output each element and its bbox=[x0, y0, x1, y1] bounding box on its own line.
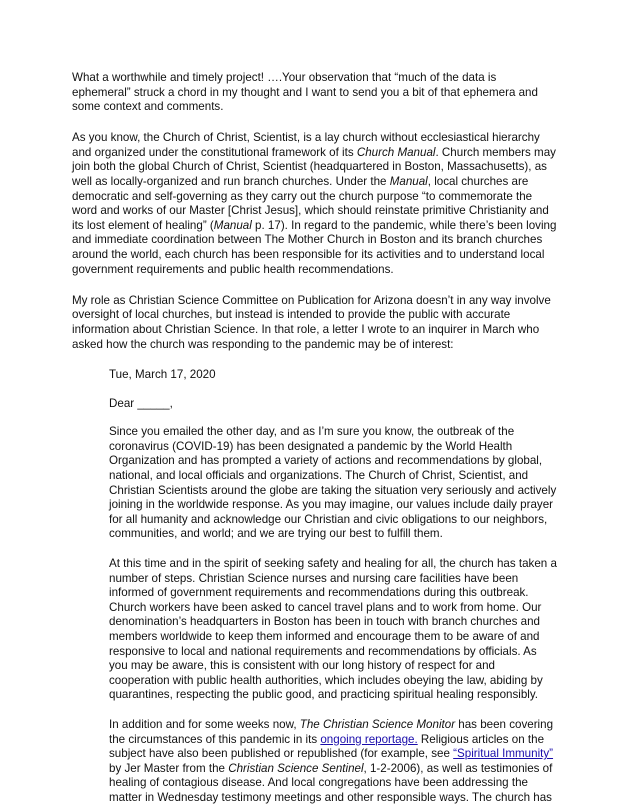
text-span: As you know, the Church of Christ, Scientist, is a lay church without ecclesiastical hierarchy and organized under the constitutional framework of its bbox=[72, 131, 540, 159]
text-span: In addition and for some weeks now, bbox=[109, 717, 300, 731]
church-structure-paragraph bbox=[72, 131, 558, 277]
intro-paragraph: What a worthwhile and timely project! ….Your observation that “much of the data is ephemeral” struck a chord in my thought and I want to send you a bit of that ephemera and some context and comments. bbox=[72, 71, 538, 114]
ongoing-reportage-link[interactable]: ongoing reportage. bbox=[320, 732, 418, 746]
text-span: , local churches are democratic and self-governing as they carry out the church purpose “to commemorate the word and works of our Master [Christ Jesus], which should reinstate primitive Christianity and its lost element of healing” ( bbox=[72, 175, 549, 232]
italic-span: Christian Science Sentinel bbox=[228, 761, 364, 775]
quoted-letter bbox=[109, 368, 558, 805]
italic-span: Manual bbox=[213, 218, 252, 232]
text-span: has been covering the circumstances of this pandemic in its bbox=[109, 717, 554, 746]
document-page bbox=[72, 71, 558, 806]
italic-span: Manual bbox=[389, 175, 428, 189]
italic-span: The Christian Science Monitor bbox=[299, 717, 456, 731]
text-span: by Jer Master from the bbox=[109, 761, 229, 775]
text-span: p. 17). In regard to the pandemic, while there’s been loving and immediate coordination between The Mother Church in Boston and its branch churches around the world, each church has been responsible for its activities and to understand local government requirements and public health recommendations. bbox=[72, 218, 557, 276]
role-paragraph: My role as Christian Science Committee on Publication for Arizona doesn’t in any way involve oversight of local churches, but instead is intended to provide the public with accurate information about Christian Science. In that role, a letter I wrote to an inquirer in March who asked how the church was responding to the pandemic may be of interest: bbox=[72, 293, 551, 351]
spiritual-immunity-link[interactable]: “Spiritual Immunity” bbox=[453, 747, 554, 761]
letter-paragraph: At this time and in the spirit of seeking safety and healing for all, the church has taken a number of steps. Christian Science nurses and nursing care facilities have been informed of government requirements and recommendations during this outbreak. Church workers have been asked to cancel travel plans and to work from home. Our denomination’s headquarters in Boston has been in touch with branch churches and members worldwide to keep them informed and encourage them to be aware of and responsive to local and national requirements and recommendations by officials. As you may be aware, this is consistent with our long history of respect for and cooperation with public health authorities, which includes obeying the law, abiding by quarantines, respecting the public good, and practicing spiritual healing responsibly. bbox=[109, 557, 557, 702]
letter-salutation: Dear _____, bbox=[109, 396, 173, 410]
letter-paragraph: Since you emailed the other day, and as I’m sure you know, the outbreak of the coronavirus (COVID-19) has been designated a pandemic by the World Health Organization and has prompted a variety of actions and recommendations by global, national, and local officials and organizations. The Church of Christ, Scientist, and Christian Scientists around the globe are taking the situation very seriously and actively joining in the worldwide response. As you may imagine, our values include daily prayer for all humanity and acknowledge our Christian and civic obligations to our neighbors, communities, and world; and we are trying our best to fulfill them. bbox=[109, 425, 557, 541]
letter-paragraph bbox=[109, 718, 558, 806]
italic-span: Church Manual bbox=[356, 145, 436, 159]
text-span: . Church members may join both the global Church of Christ, Scientist (headquartered in Boston, Massachusetts), as well as locally-organized and run branch churches. Under the bbox=[72, 145, 556, 189]
letter-date: Tue, March 17, 2020 bbox=[109, 368, 216, 382]
text-span: , 1-2-2006), as well as testimonies of healing of contagious disease. And local congregations have been addressing the matter in Wednesday testimony meetings and other responsible ways. The church has bbox=[109, 761, 553, 804]
text-span: Religious articles on the subject have also been published or republished (for example, see bbox=[109, 732, 545, 761]
